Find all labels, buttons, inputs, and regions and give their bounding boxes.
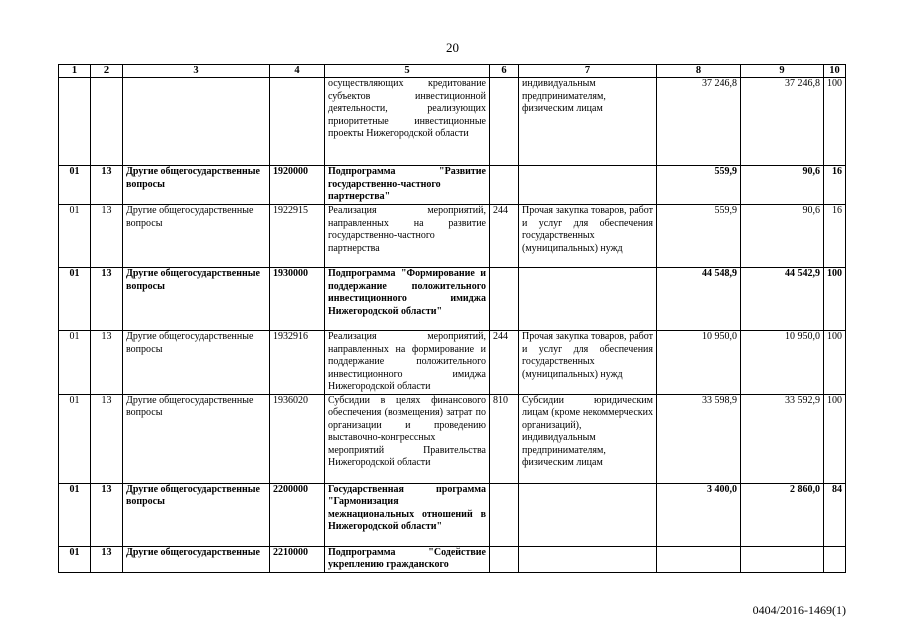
section-name <box>123 78 270 166</box>
target-article-code: 1930000 <box>270 268 325 331</box>
section-code: 01 <box>59 483 91 546</box>
col-header: 9 <box>741 65 824 78</box>
col-header: 7 <box>519 65 657 78</box>
subsection-code: 13 <box>91 166 123 205</box>
section-code: 01 <box>59 166 91 205</box>
expense-type-name <box>519 268 657 331</box>
expense-type-code: 244 <box>490 205 519 268</box>
expense-type-code <box>490 268 519 331</box>
execution-percent: 16 <box>824 166 846 205</box>
article-name: Подпрограмма "Содействие укреплению гражданского <box>325 546 490 572</box>
planned-amount: 33 598,9 <box>657 394 741 483</box>
expense-type-name: Прочая закупка товаров, работ и услуг для обеспечения государственных (муниципальных) нужд <box>519 205 657 268</box>
article-name: Реализация мероприятий, направленных на развитие государственно-частного партнерства <box>325 205 490 268</box>
planned-amount: 559,9 <box>657 205 741 268</box>
col-header: 4 <box>270 65 325 78</box>
col-header: 8 <box>657 65 741 78</box>
col-header: 5 <box>325 65 490 78</box>
section-name: Другие общегосударственные вопросы <box>123 394 270 483</box>
planned-amount: 3 400,0 <box>657 483 741 546</box>
expense-type-name: индивидуальным предпринимателям, физическим лицам <box>519 78 657 166</box>
target-article-code: 1932916 <box>270 331 325 395</box>
page-number: 20 <box>446 40 459 55</box>
section-name: Другие общегосударственные вопросы <box>123 166 270 205</box>
section-name: Другие общегосударственные вопросы <box>123 268 270 331</box>
execution-percent <box>824 546 846 572</box>
execution-percent: 100 <box>824 268 846 331</box>
section-code: 01 <box>59 331 91 395</box>
execution-percent: 100 <box>824 78 846 166</box>
table-row <box>59 268 846 331</box>
section-name: Другие общегосударственные вопросы <box>123 331 270 395</box>
expense-type-name <box>519 166 657 205</box>
table-row <box>59 483 846 546</box>
section-code: 01 <box>59 268 91 331</box>
execution-percent: 100 <box>824 394 846 483</box>
table-row <box>59 331 846 395</box>
target-article-code: 1920000 <box>270 166 325 205</box>
subsection-code: 13 <box>91 268 123 331</box>
col-header: 2 <box>91 65 123 78</box>
expense-type-name: Прочая закупка товаров, работ и услуг для обеспечения государственных (муниципальных) нужд <box>519 331 657 395</box>
planned-amount: 37 246,8 <box>657 78 741 166</box>
document-code: 0404/2016-1469(1) <box>752 603 846 617</box>
col-header: 6 <box>490 65 519 78</box>
target-article-code: 1922915 <box>270 205 325 268</box>
expense-type-code: 244 <box>490 331 519 395</box>
table-row <box>59 546 846 572</box>
col-header: 3 <box>123 65 270 78</box>
expense-type-name <box>519 483 657 546</box>
header-row <box>59 65 846 78</box>
expense-type-name <box>519 546 657 572</box>
section-code <box>59 78 91 166</box>
subsection-code: 13 <box>91 546 123 572</box>
executed-amount: 33 592,9 <box>741 394 824 483</box>
budget-table <box>58 64 846 573</box>
table-row <box>59 205 846 268</box>
execution-percent: 100 <box>824 331 846 395</box>
planned-amount: 44 548,9 <box>657 268 741 331</box>
executed-amount: 90,6 <box>741 166 824 205</box>
executed-amount: 37 246,8 <box>741 78 824 166</box>
subsection-code: 13 <box>91 331 123 395</box>
executed-amount <box>741 546 824 572</box>
executed-amount: 2 860,0 <box>741 483 824 546</box>
article-name: Государственная программа "Гармонизация межнациональных отношений в Нижегородской области" <box>325 483 490 546</box>
expense-type-code <box>490 546 519 572</box>
article-name: Реализация мероприятий, направленных на формирование и поддержание положительного инвестиционного имиджа Нижегородской области <box>325 331 490 395</box>
section-name: Другие общегосударственные <box>123 546 270 572</box>
target-article-code <box>270 78 325 166</box>
article-name: Подпрограмма "Развитие государственно-частного партнерства" <box>325 166 490 205</box>
expense-type-code: 810 <box>490 394 519 483</box>
expense-type-code <box>490 483 519 546</box>
section-name: Другие общегосударственные вопросы <box>123 205 270 268</box>
article-name: осуществляющих кредитование субъектов инвестиционной деятельности, реализующих приоритетные инвестиционные проекты Нижегородской области <box>325 78 490 166</box>
article-name: Подпрограмма "Формирование и поддержание положительного инвестиционного имиджа Нижегородской области" <box>325 268 490 331</box>
planned-amount: 10 950,0 <box>657 331 741 395</box>
expense-type-code <box>490 78 519 166</box>
execution-percent: 84 <box>824 483 846 546</box>
target-article-code: 2200000 <box>270 483 325 546</box>
section-code: 01 <box>59 205 91 268</box>
planned-amount <box>657 546 741 572</box>
subsection-code <box>91 78 123 166</box>
expense-type-name: Субсидии юридическим лицам (кроме некоммерческих организаций), индивидуальным предпринимателям, физическим лицам <box>519 394 657 483</box>
planned-amount: 559,9 <box>657 166 741 205</box>
article-name: Субсидии в целях финансового обеспечения (возмещения) затрат по организации и проведению выставочно-конгрессных мероприятий Правительства Нижегородской области <box>325 394 490 483</box>
subsection-code: 13 <box>91 205 123 268</box>
executed-amount: 44 542,9 <box>741 268 824 331</box>
subsection-code: 13 <box>91 394 123 483</box>
execution-percent: 16 <box>824 205 846 268</box>
executed-amount: 10 950,0 <box>741 331 824 395</box>
col-header: 1 <box>59 65 91 78</box>
executed-amount: 90,6 <box>741 205 824 268</box>
table-row <box>59 394 846 483</box>
target-article-code: 2210000 <box>270 546 325 572</box>
expense-type-code <box>490 166 519 205</box>
table-row <box>59 166 846 205</box>
table-row <box>59 78 846 166</box>
target-article-code: 1936020 <box>270 394 325 483</box>
subsection-code: 13 <box>91 483 123 546</box>
section-name: Другие общегосударственные вопросы <box>123 483 270 546</box>
col-header: 10 <box>824 65 846 78</box>
section-code: 01 <box>59 394 91 483</box>
section-code: 01 <box>59 546 91 572</box>
